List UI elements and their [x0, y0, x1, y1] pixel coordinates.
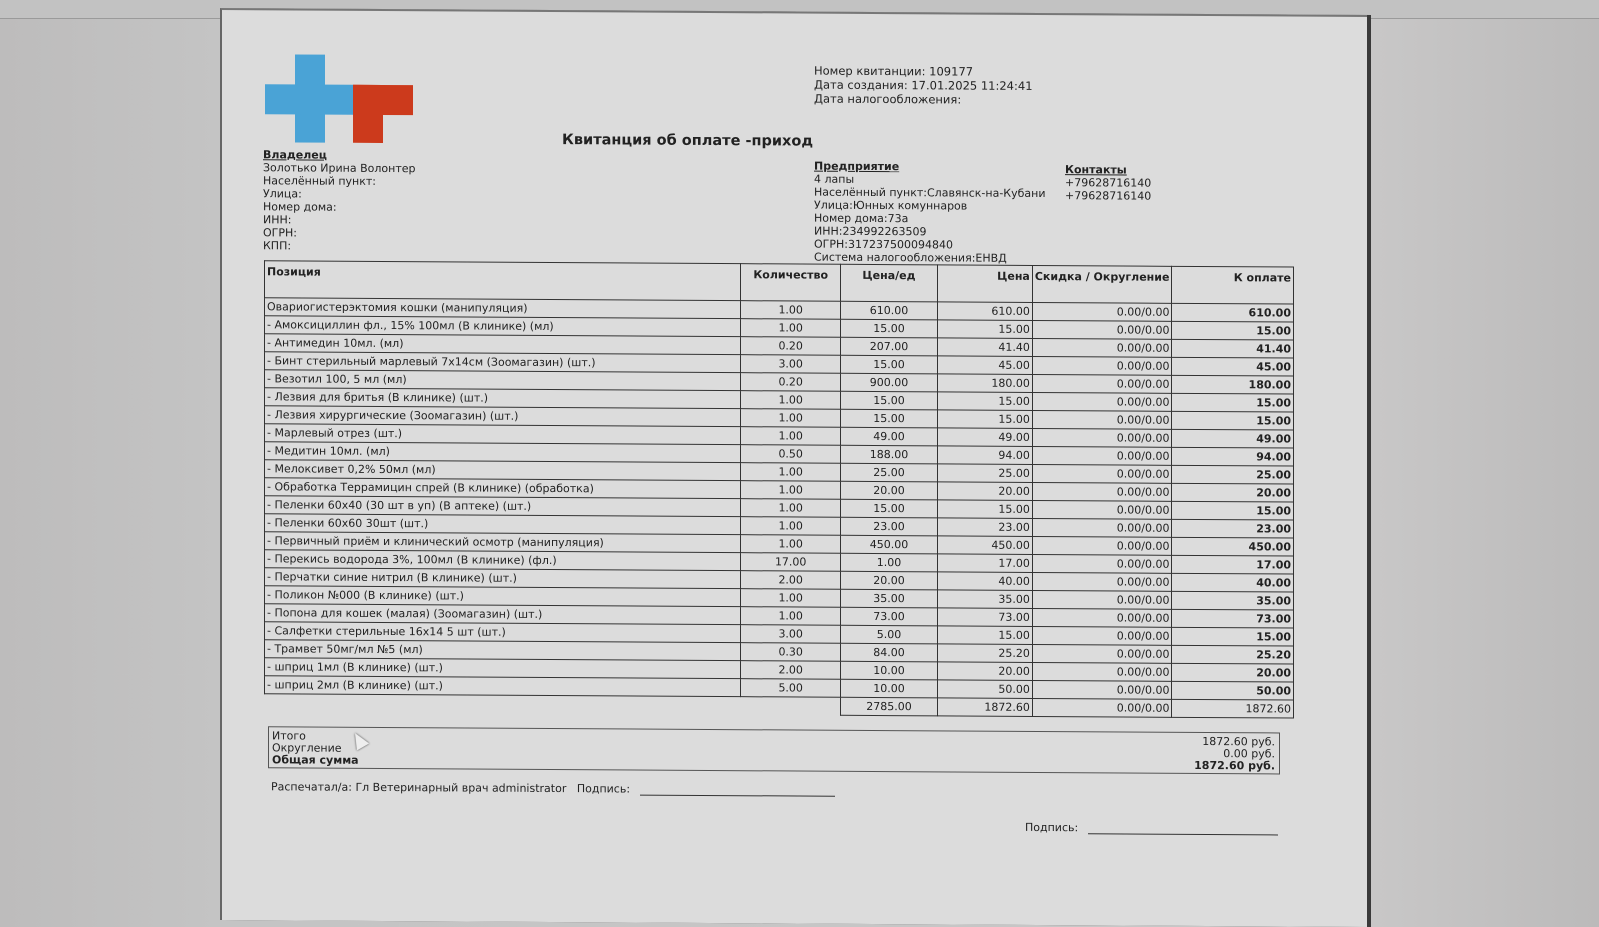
cell-unit-price: 15.00 [841, 391, 937, 410]
table-header-row [265, 261, 1294, 304]
printed-by: Распечатал/а: Гл Ветеринарный врач administrator [271, 780, 567, 796]
signature-label: Подпись: [576, 782, 631, 796]
cell-discount: 0.00/0.00 [1032, 554, 1172, 573]
cell-to-pay: 20.00 [1172, 663, 1294, 682]
cell-unit-price: 23.00 [841, 517, 937, 536]
cell-to-pay: 610.00 [1172, 303, 1294, 322]
summary-rounding-value: 0.00 руб. [1223, 747, 1275, 761]
cell-position: - Первичный приём и клинический осмотр (манипуляция) [265, 532, 741, 553]
cell-price: 180.00 [937, 374, 1032, 393]
cell-to-pay: 17.00 [1172, 555, 1294, 574]
cell-price: 15.00 [937, 410, 1032, 429]
cell-discount: 0.00/0.00 [1032, 590, 1172, 609]
cell-price: 450.00 [937, 536, 1032, 555]
cell-unit-price: 15.00 [841, 499, 937, 518]
cell-to-pay: 23.00 [1172, 519, 1294, 538]
cell-to-pay: 35.00 [1172, 591, 1294, 610]
cell-position: - Салфетки стерильные 16х14 5 шт (шт.) [265, 622, 741, 643]
cell-unit-price: 5.00 [841, 625, 937, 644]
cell-unit-price: 15.00 [841, 319, 937, 338]
company-tax-system: Система налогообложения:ЕНВД [814, 250, 1007, 265]
cell-unit-price: 20.00 [841, 481, 937, 500]
header-to-pay: К оплате [1172, 266, 1294, 304]
cell-position: - шприц 1мл (В клинике) (шт.) [265, 658, 741, 679]
cell-discount: 0.00/0.00 [1032, 446, 1172, 465]
cell-unit-price: 15.00 [841, 409, 937, 428]
cell-price: 73.00 [937, 608, 1032, 627]
cell-to-pay: 15.00 [1172, 501, 1294, 520]
cell-quantity: 17.00 [741, 553, 841, 572]
contact-phone: +79628716140 [1065, 176, 1152, 190]
cell-to-pay: 45.00 [1172, 357, 1294, 376]
cell-price: 49.00 [937, 428, 1032, 447]
cell-quantity: 1.00 [741, 535, 841, 554]
cell-quantity: 3.00 [741, 355, 841, 374]
cell-discount: 0.00/0.00 [1032, 572, 1172, 591]
owner-street: Улица: [263, 187, 302, 201]
summary-rounding-label: Округление [272, 741, 342, 755]
logo-cross-horizontal [265, 84, 353, 115]
cell-quantity: 1.00 [741, 607, 841, 626]
cell-position: - Трамвет 50мг/мл №5 (мл) [265, 640, 741, 661]
receipt-page [220, 8, 1367, 927]
cell-quantity: 1.00 [741, 517, 841, 536]
cell-position: - Лезвия для бритья (В клинике) (шт.) [265, 388, 741, 409]
cell-to-pay: 94.00 [1172, 447, 1294, 466]
cell-to-pay: 49.00 [1172, 429, 1294, 448]
cell-position: - Бинт стерильный марлевый 7х14см (Зоомагазин) (шт.) [265, 352, 741, 373]
cell-to-pay: 40.00 [1172, 573, 1294, 592]
cell-unit-price: 188.00 [841, 445, 937, 464]
clinic-logo [265, 54, 415, 145]
cell-quantity: 0.20 [741, 373, 841, 392]
totals-unit-price: 2785.00 [841, 697, 937, 716]
second-signature [1025, 821, 1278, 836]
cell-to-pay: 25.20 [1172, 645, 1294, 664]
cell-price: 15.00 [937, 392, 1032, 411]
cell-price: 20.00 [937, 662, 1032, 681]
cell-quantity: 1.00 [741, 427, 841, 446]
cell-discount: 0.00/0.00 [1032, 320, 1172, 339]
cell-to-pay: 15.00 [1172, 393, 1294, 412]
cell-quantity: 1.00 [741, 499, 841, 518]
cell-unit-price: 450.00 [841, 535, 937, 554]
cell-discount: 0.00/0.00 [1032, 482, 1172, 501]
logo-red-stem [353, 85, 383, 143]
company-house: Номер дома:73а [814, 211, 909, 226]
cell-position: - Лезвия хирургические (Зоомагазин) (шт.) [265, 406, 741, 427]
contacts-heading: Контакты [1065, 163, 1127, 177]
cell-discount: 0.00/0.00 [1032, 500, 1172, 519]
totals-spacer [741, 697, 841, 716]
summary-grand-value: 1872.60 руб. [1194, 758, 1275, 773]
cell-discount: 0.00/0.00 [1032, 428, 1172, 447]
cell-price: 25.00 [937, 464, 1032, 483]
signature-label-2: Подпись: [1025, 820, 1079, 835]
receipt-created: Дата создания: 17.01.2025 11:24:41 [814, 77, 1033, 93]
cell-price: 20.00 [937, 482, 1032, 501]
cell-price: 45.00 [937, 356, 1032, 375]
owner-ogrn: ОГРН: [263, 226, 297, 240]
cell-unit-price: 35.00 [841, 589, 937, 608]
owner-locality: Населённый пункт: [263, 174, 376, 188]
cell-position: - Обработка Террамицин спрей (В клинике) (обработка) [265, 478, 741, 499]
header-quantity: Количество [741, 264, 841, 302]
cell-price: 17.00 [937, 554, 1032, 573]
cell-discount: 0.00/0.00 [1032, 356, 1172, 375]
cell-to-pay: 50.00 [1172, 681, 1294, 700]
cell-discount: 0.00/0.00 [1032, 410, 1172, 429]
cell-quantity: 1.00 [741, 409, 841, 428]
cell-price: 23.00 [937, 518, 1032, 537]
cell-price: 610.00 [937, 302, 1032, 321]
cell-position: - Мелоксивет 0,2% 50мл (мл) [265, 460, 741, 481]
totals-spacer [265, 694, 741, 715]
header-position: Позиция [265, 261, 741, 301]
cell-position: - Пеленки 60х60 30шт (шт.) [265, 514, 741, 535]
cell-discount: 0.00/0.00 [1032, 608, 1172, 627]
cell-unit-price: 20.00 [841, 571, 937, 590]
cell-quantity: 1.00 [741, 463, 841, 482]
summary-grand-label: Общая сумма [272, 753, 359, 767]
cell-position: - Перчатки синие нитрил (В клинике) (шт.) [265, 568, 741, 589]
cell-unit-price: 84.00 [841, 643, 937, 662]
cell-quantity: 0.20 [741, 337, 841, 356]
cell-price: 41.40 [937, 338, 1032, 357]
cell-discount: 0.00/0.00 [1032, 374, 1172, 393]
cell-quantity: 2.00 [741, 571, 841, 590]
cell-discount: 0.00/0.00 [1032, 392, 1172, 411]
header-discount: Скидка / Округление [1032, 265, 1172, 303]
contact-phone: +79628716140 [1065, 189, 1152, 203]
totals-price: 1872.60 [937, 698, 1032, 717]
cell-quantity: 1.00 [741, 481, 841, 500]
cell-unit-price: 25.00 [841, 463, 937, 482]
company-street: Улица:Юнных комуннаров [814, 198, 968, 213]
summary-values [1194, 736, 1275, 772]
cell-unit-price: 10.00 [841, 679, 937, 698]
cell-to-pay: 15.00 [1172, 627, 1294, 646]
receipt-tax-date: Дата налогообложения: [814, 91, 962, 107]
cell-quantity: 1.00 [741, 589, 841, 608]
cell-quantity: 1.00 [741, 319, 841, 338]
cell-position: - Медитин 10мл. (мл) [265, 442, 741, 463]
cell-discount: 0.00/0.00 [1032, 680, 1172, 699]
cell-discount: 0.00/0.00 [1032, 464, 1172, 483]
cell-unit-price: 15.00 [841, 355, 937, 374]
receipt-meta [814, 64, 1033, 107]
company-ogrn: ОГРН:317237500094840 [814, 237, 953, 252]
cell-quantity: 2.00 [741, 661, 841, 680]
cell-discount: 0.00/0.00 [1032, 662, 1172, 681]
cell-to-pay: 450.00 [1172, 537, 1294, 556]
cell-price: 35.00 [937, 590, 1032, 609]
cell-to-pay: 73.00 [1172, 609, 1294, 628]
cell-position: - Амоксициллин фл., 15% 100мл (В клинике) (мл) [265, 316, 741, 337]
owner-house: Номер дома: [263, 200, 337, 214]
cell-unit-price: 1.00 [841, 553, 937, 572]
cell-position: - Перекись водорода 3%, 100мл (В клинике) (фл.) [265, 550, 741, 571]
owner-block [263, 148, 415, 253]
owner-name: Золотько Ирина Волонтер [263, 161, 416, 176]
cell-quantity: 5.00 [741, 679, 841, 698]
summary-box [268, 726, 1280, 774]
cell-to-pay: 15.00 [1172, 321, 1294, 340]
cell-position: - Антимедин 10мл. (мл) [265, 334, 741, 355]
cell-to-pay: 20.00 [1172, 483, 1294, 502]
summary-labels [272, 730, 359, 767]
cell-unit-price: 207.00 [841, 337, 937, 356]
cell-position: - шприц 2мл (В клинике) (шт.) [265, 676, 741, 697]
owner-inn: ИНН: [263, 213, 292, 227]
items-table [264, 260, 1294, 718]
cell-unit-price: 10.00 [841, 661, 937, 680]
cell-quantity: 0.30 [741, 643, 841, 662]
cell-discount: 0.00/0.00 [1032, 518, 1172, 537]
cell-discount: 0.00/0.00 [1032, 536, 1172, 555]
cell-to-pay: 180.00 [1172, 375, 1294, 394]
company-inn: ИНН:234992263509 [814, 224, 927, 239]
cell-quantity: 0.50 [741, 445, 841, 464]
header-unit-price: Цена/ед [841, 264, 937, 302]
signature-line-2 [1088, 833, 1278, 835]
cell-position: - Пеленки 60х40 (30 шт в уп) (В аптеке) (шт.) [265, 496, 741, 517]
summary-total-value: 1872.60 руб. [1202, 735, 1275, 749]
summary-total-label: Итого [272, 729, 306, 743]
cell-price: 15.00 [937, 320, 1032, 339]
owner-kpp: КПП: [263, 239, 292, 253]
company-heading: Предприятие [814, 159, 900, 174]
cell-to-pay: 15.00 [1172, 411, 1294, 430]
cell-to-pay: 25.00 [1172, 465, 1294, 484]
cell-quantity: 1.00 [741, 301, 841, 320]
cell-price: 15.00 [937, 626, 1032, 645]
cell-to-pay: 41.40 [1172, 339, 1294, 358]
cell-position: - Попона для кошек (малая) (Зоомагазин) (шт.) [265, 604, 741, 625]
cell-discount: 0.00/0.00 [1032, 644, 1172, 663]
cell-price: 94.00 [937, 446, 1032, 465]
receipt-number: Номер квитанции: 109177 [814, 63, 974, 79]
header-price: Цена [937, 265, 1032, 303]
company-block [814, 160, 1045, 265]
cell-position: Овариогистерэктомия кошки (манипуляция) [265, 298, 741, 319]
owner-heading: Владелец [263, 148, 327, 162]
cell-price: 15.00 [937, 500, 1032, 519]
contacts-block [1065, 163, 1151, 203]
cell-unit-price: 49.00 [841, 427, 937, 446]
cell-unit-price: 73.00 [841, 607, 937, 626]
totals-to-pay: 1872.60 [1172, 699, 1294, 718]
cell-discount: 0.00/0.00 [1032, 302, 1172, 321]
cell-discount: 0.00/0.00 [1032, 626, 1172, 645]
printed-by-line [271, 780, 835, 796]
cell-discount: 0.00/0.00 [1032, 338, 1172, 357]
cell-price: 50.00 [937, 680, 1032, 699]
cell-position: - Везотил 100, 5 мл (мл) [265, 370, 741, 391]
company-locality: Населённый пункт:Славянск-на-Кубани [814, 185, 1046, 201]
cell-position: - Марлевый отрез (шт.) [265, 424, 741, 445]
totals-discount: 0.00/0.00 [1032, 698, 1172, 717]
signature-line [640, 795, 835, 797]
cell-unit-price: 610.00 [841, 301, 937, 320]
company-name: 4 лапы [814, 172, 855, 186]
page-title: Квитанция об оплате -приход [562, 132, 814, 150]
cell-unit-price: 900.00 [841, 373, 937, 392]
cell-price: 25.20 [937, 644, 1032, 663]
cell-position: - Поликон №000 (В клинике) (шт.) [265, 586, 741, 607]
cell-quantity: 1.00 [741, 391, 841, 410]
cell-quantity: 3.00 [741, 625, 841, 644]
cell-price: 40.00 [937, 572, 1032, 591]
